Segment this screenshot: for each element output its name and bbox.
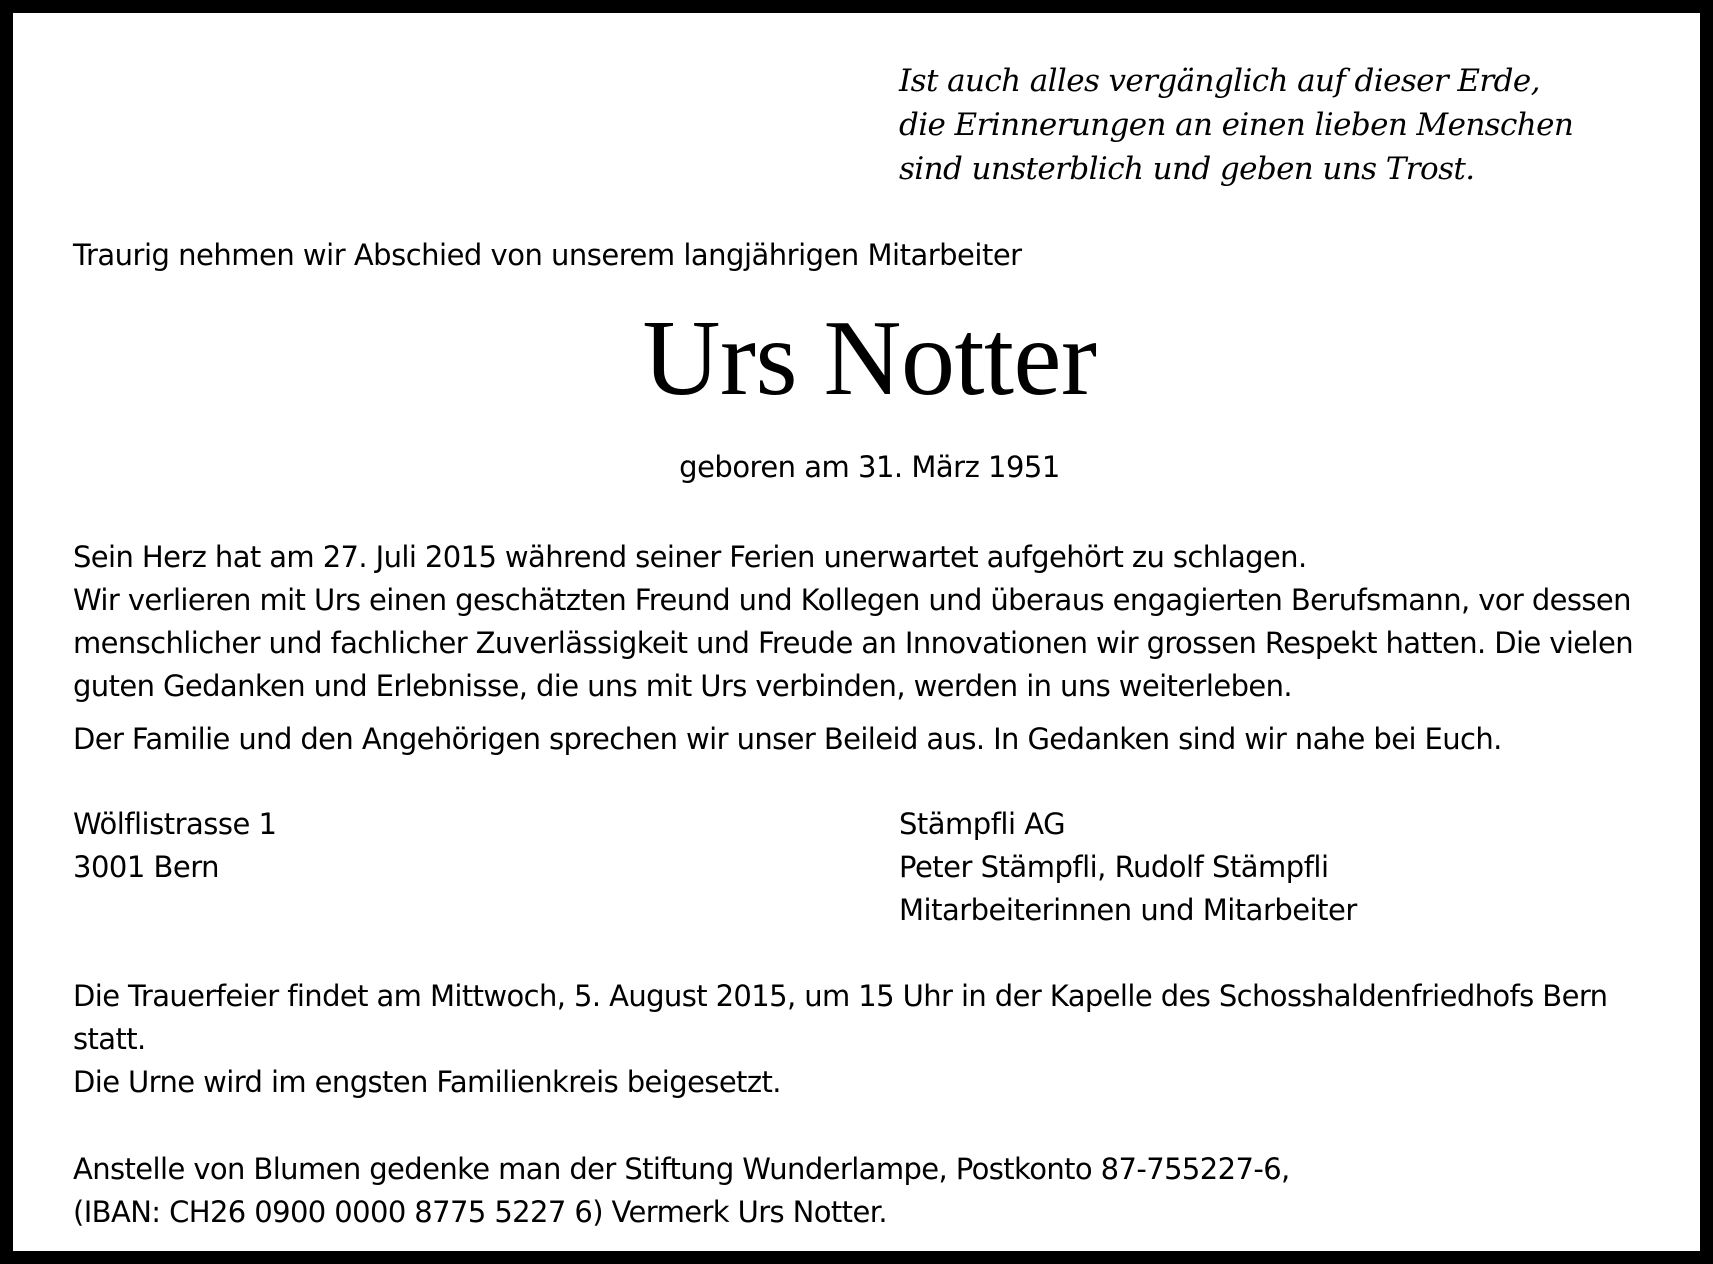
address-line: Wölflistrasse 1 [73,807,277,841]
sender-line: Peter Stämpfli, Rudolf Stämpfli [899,850,1329,884]
birth-date: geboren am 31. März 1951 [679,450,1060,484]
motto-quote [899,59,1659,191]
tribute-line: menschlicher und fachlicher Zuverlässigkeit und Freude an Innovationen wir grossen Respekt hatten. Die vielen [73,626,1634,660]
sender-block [899,803,1357,932]
sender-line: Mitarbeiterinnen und Mitarbeiter [899,893,1357,927]
address-block [73,803,277,889]
intro-line: Traurig nehmen wir Abschied von unserem langjährigen Mitarbeiter [73,238,1022,272]
ceremony-line: statt. [73,1022,146,1056]
address-line: 3001 Bern [73,850,220,884]
motto-line: sind unsterblich und geben uns Trost. [899,151,1475,187]
donation-info [73,1148,1290,1234]
tribute-line: guten Gedanken und Erlebnisse, die uns mit Urs verbinden, werden in uns weiterleben. [73,669,1293,703]
tribute-line: Sein Herz hat am 27. Juli 2015 während seiner Ferien unerwartet aufgehört zu schlagen. [73,540,1307,574]
ceremony-info [73,975,1607,1104]
deceased-name: Urs Notter [642,299,1097,418]
condolence-line: Der Familie und den Angehörigen sprechen wir unser Beileid aus. In Gedanken sind wir nahe bei Euch. [73,722,1502,756]
motto-line: Ist auch alles vergänglich auf dieser Erde, [899,63,1540,99]
ceremony-line: Die Urne wird im engsten Familienkreis beigesetzt. [73,1065,781,1099]
donation-line: Anstelle von Blumen gedenke man der Stiftung Wunderlampe, Postkonto 87-755227-6, [73,1152,1290,1186]
tribute-line: Wir verlieren mit Urs einen geschätzten Freund und Kollegen und überaus engagierten Berufsmann, vor dessen [73,583,1631,617]
donation-line: (IBAN: CH26 0900 0000 8775 5227 6) Vermerk Urs Notter. [73,1195,887,1229]
sender-line: Stämpfli AG [899,807,1066,841]
tribute-paragraph [73,536,1693,708]
motto-line: die Erinnerungen an einen lieben Menschen [899,107,1574,143]
ceremony-line: Die Trauerfeier findet am Mittwoch, 5. August 2015, um 15 Uhr in der Kapelle des Schosshaldenfriedhofs Bern [73,979,1608,1013]
